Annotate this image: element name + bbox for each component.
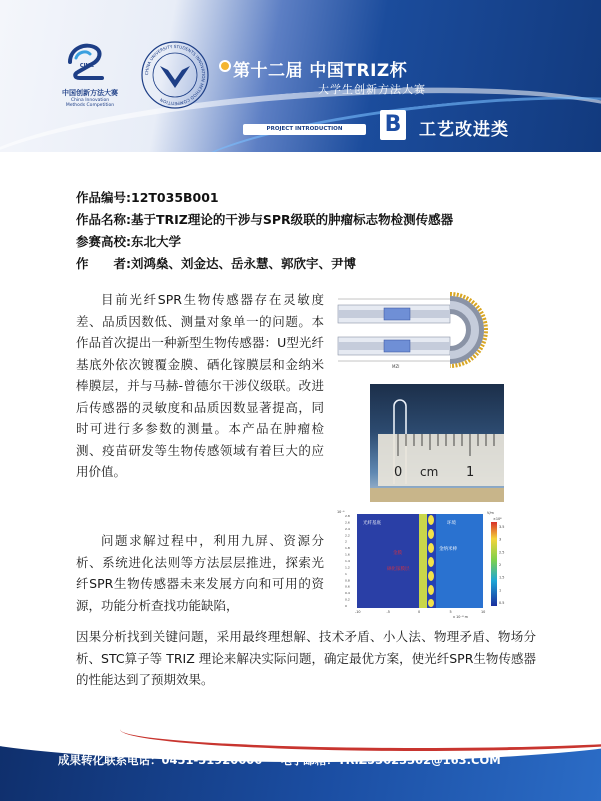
cimc-caption-cn: 中国创新方法大赛 <box>62 89 118 97</box>
field-label-substrate: 光纤基底 <box>363 521 381 526</box>
competition-seal-logo <box>140 40 210 110</box>
field-y-tick-3: 2.2 <box>345 533 350 538</box>
competition-subtitle: 大学生创新方法大赛 <box>318 83 426 96</box>
project-intro-label: PROJECT INTRODUCTION <box>243 124 366 135</box>
u-fiber-photo-drawing <box>370 384 504 502</box>
field-label-nanorod: 金纳米棒 <box>439 547 457 552</box>
field-y-tick-4: 2 <box>345 539 347 544</box>
field-y-tick-10: 0.8 <box>345 578 350 583</box>
cimc-caption-en <box>50 98 130 108</box>
field-y-tick-11: 0.6 <box>345 584 350 589</box>
project-authors: 作 者:刘鸿燊、刘金达、岳永慧、郭欣宇、尹博 <box>76 256 356 271</box>
colorbar-tick-1: 3 <box>499 537 502 542</box>
field-label-environment: 环境 <box>447 521 456 526</box>
colorbar-tick-4: 1.5 <box>499 575 505 580</box>
field-x-unit: x 10⁻⁸ m <box>453 615 468 619</box>
field-y-tick-6: 1.6 <box>345 552 350 557</box>
project-school: 参赛高校:东北大学 <box>76 234 181 249</box>
title-bullet-icon <box>219 60 231 72</box>
category-letter: B <box>380 110 406 140</box>
colorbar-tick-6: 0.5 <box>499 601 505 605</box>
field-label-gase: 硒化镓膜层 <box>387 567 410 572</box>
field-y-tick-13: 0.2 <box>345 597 350 602</box>
u-fiber-photo <box>370 384 504 502</box>
colorbar-ticks <box>499 525 504 605</box>
field-label-gold-film: 金膜 <box>393 551 402 556</box>
seal-ring-text: CHINA UNIVERSITY STUDENTS INNOVATION METHOD COMPETITION <box>143 43 207 107</box>
field-x-tick-1: -5 <box>386 610 390 614</box>
footer-contact <box>58 752 501 768</box>
field-distribution-figure <box>335 508 515 620</box>
field-x-tick-2: 0 <box>418 610 421 614</box>
field-y-tick-5: 1.8 <box>345 546 350 551</box>
cimc-caption-en-line1: China Innovation <box>70 98 110 103</box>
field-y-tick-12: 0.4 <box>345 591 350 596</box>
cimc-caption-en-line2: Methods Competition <box>65 103 115 108</box>
field-y-tick-9: 1 <box>345 571 347 576</box>
field-y-tick-0: 2.8 <box>345 514 350 518</box>
sensor-schematic-figure <box>332 291 502 373</box>
field-y-ticks <box>345 514 350 608</box>
ruler-unit: cm <box>420 465 439 479</box>
field-y-tick-7: 1.4 <box>345 559 350 563</box>
cimc-logo <box>50 40 130 110</box>
body-paragraph-2: 问题求解过程中，利用九屏、资源分析、系统进化法则等方法层层推进，探索光纤SPR生物传感器未来发展方向和可用的资源，功能分析查找功能缺陷， <box>76 533 324 613</box>
category-label: 工艺改进类 <box>419 120 509 140</box>
field-x-tick-0: -10 <box>355 610 361 614</box>
seal-emblem-icon <box>160 66 190 88</box>
colorbar-scale: ×10⁸ <box>493 517 502 521</box>
ruler-one: 1 <box>466 465 475 480</box>
schematic-mzi-label: MZI <box>392 364 400 369</box>
colorbar-tick-3: 2 <box>499 563 502 567</box>
field-y-tick-8: 1.2 <box>345 565 350 570</box>
field-colorbar <box>491 522 497 606</box>
project-number: 作品编号:12T035B001 <box>76 190 219 205</box>
colorbar-tick-5: 1 <box>499 588 502 593</box>
project-name: 作品名称:基于TRIZ理论的干涉与SPR级联的肿瘤标志物检测传感器 <box>76 212 454 227</box>
field-x-ticks <box>355 610 485 614</box>
project-meta <box>76 187 546 275</box>
footer-phone: 成果转化联系电话：0451-51920606 <box>58 753 263 767</box>
footer-email: 电子邮箱：TRIZ53623302@163.COM <box>280 753 501 767</box>
colorbar-unit: V/m <box>487 511 494 515</box>
cimc-mark-text: CIMC <box>79 63 95 69</box>
colorbar-tick-0: 3.5 <box>499 525 505 529</box>
body-paragraph-3: 因果分析找到关键问题，采用最终理想解、技术矛盾、小人法、物理矛盾、物场分析、STC算子等 TRIZ 理论来解决实际问题，确定最优方案，使光纤SPR生物传感器的性能达到了预期效果。 <box>76 629 536 687</box>
field-x-tick-3: 5 <box>449 610 452 614</box>
body-paragraph-1: 目前光纤SPR生物传感器存在灵敏度差、品质因数低、测量对象单一的问题。本作品首次提出一种新型生物传感器：U型光纤基底外依次镀覆金膜、硒化镓膜层和金纳米棒膜层，并与马赫-曾德尔干涉仪级联。改进后传感器的灵敏度和品质因数显著提高，同时可进行多参数的测量。本产品在肿瘤检测、疫苗研发等生物传感领域有着巨大的应用价值。 <box>76 292 324 479</box>
competition-title: 第十二届 中国TRIZ杯 <box>233 61 408 81</box>
field-y-tick-14: 0 <box>345 604 347 608</box>
cimc-logo-icon <box>64 40 110 84</box>
field-y-tick-2: 2.4 <box>345 526 350 531</box>
colorbar-tick-2: 2.5 <box>499 550 505 555</box>
ruler-zero: 0 <box>394 465 403 480</box>
field-y-unit: 10⁻⁶ <box>337 510 345 514</box>
field-y-tick-1: 2.6 <box>345 520 350 525</box>
field-x-tick-4: 10 <box>481 610 486 614</box>
